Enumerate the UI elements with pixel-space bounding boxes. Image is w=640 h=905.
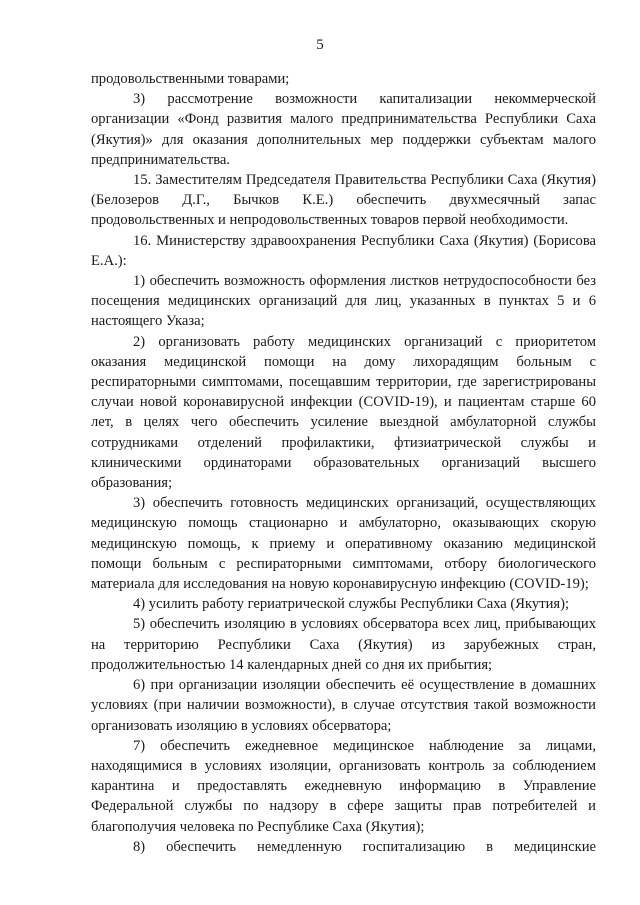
paragraph-16-item-1: 1) обеспечить возможность оформления листков нетрудоспособности без посещения медицинских организаций для лиц, указанных в пунктах 5 и 6 настоящего Указа; xyxy=(91,273,596,330)
paragraph-section-15: 15. Заместителям Председателя Правительства Республики Саха (Якутия) (Белозеров Д.Г., Бычков К.Е.) обеспечить двухмесячный запас продовольственных и непродовольственных товаров первой необходимости. xyxy=(91,172,596,229)
paragraph-16-item-5: 5) обеспечить изоляцию в условиях обсерватора всех лиц, прибывающих на территорию Республики Саха (Якутия) из зарубежных стран, продолжительностью 14 календарных дней со дня их прибытия; xyxy=(91,616,596,673)
page-number: 5 xyxy=(316,37,324,53)
paragraph-16-item-6: 6) при организации изоляции обеспечить её осуществление в домашних условиях (при наличии возможности), в случае отсутствия такой возможности организовать изоляцию в условиях обсерватора; xyxy=(91,677,596,734)
paragraph-16-item-2: 2) организовать работу медицинских организаций с приоритетом оказания медицинской помощи на дому лихорадящим больным с респираторными симптомами, посещавшим территории, где зарегистрированы случаи новой коронавирусной инфекции (COVID-19), и пациентам старше 60 лет, в целях чего обеспечить усиление выездной амбулаторной службы сотрудниками отделений профилактики, фтизиатрической службы и клиническими ординаторами образовательных организаций высшего образования; xyxy=(91,333,596,492)
paragraph-16-item-8: 8) обеспечить немедленную госпитализацию в медицинские xyxy=(133,838,596,855)
paragraph-16-item-4: 4) усилить работу гериатрической службы Республики Саха (Якутия); xyxy=(133,596,570,613)
paragraph-section-16: 16. Министерству здравоохранения Республики Саха (Якутия) (Борисова Е.А.): xyxy=(91,232,596,269)
paragraph-continuation: продовольственными товарами; xyxy=(91,71,290,87)
document-body xyxy=(91,69,596,857)
paragraph-16-item-7: 7) обеспечить ежедневное медицинское наблюдение за лицами, находящимися в условиях изоляции, организовать контроль за соблюдением карантина и предоставлять ежедневную информацию в Управление Федеральной службы по надзору в сфере защиты прав потребителей и благополучия человека по Республике Саха (Якутия); xyxy=(91,737,596,835)
paragraph-16-item-3: 3) обеспечить готовность медицинских организаций, осуществляющих медицинскую помощь стационарно и амбулаторно, оказывающих скорую медицинскую помощь, к приему и оперативному оказанию медицинской помощи больным с респираторными симптомами, отбору биологического материала для исследования на новую коронавирусную инфекцию (COVID-19); xyxy=(91,495,596,593)
paragraph-item-3: 3) рассмотрение возможности капитализации некоммерческой организации «Фонд развития малого предпринимательства Республики Саха (Якутия)» для оказания дополнительных мер поддержки субъектам малого предпринимательства. xyxy=(91,91,596,168)
